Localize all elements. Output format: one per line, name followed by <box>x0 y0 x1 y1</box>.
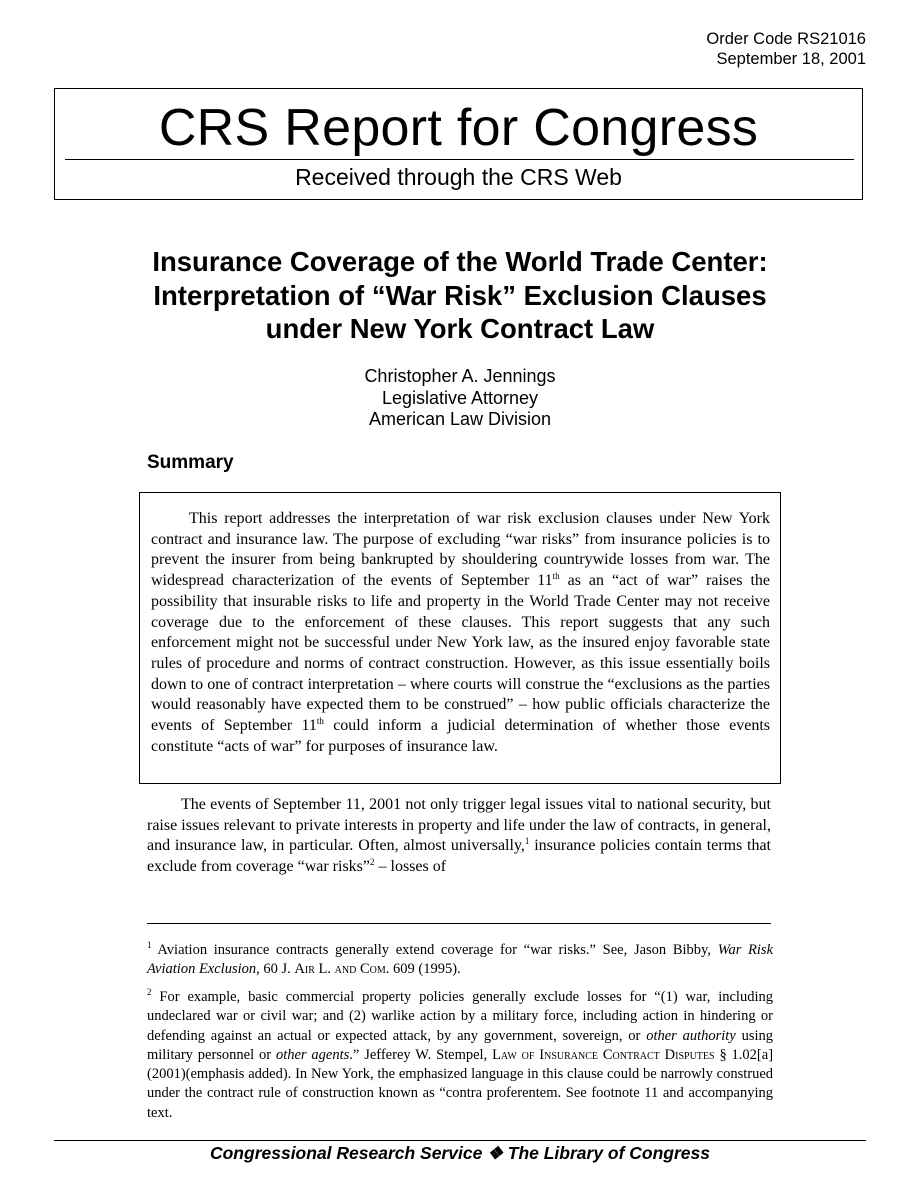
body-paragraph: The events of September 11, 2001 not only trigger legal issues vital to national security, but raise issues relevant to private interests in property and life under the law of contracts, in general, and insurance law, in particular. Often, almost universally,$^1$ insurance policies contain terms that exclude from coverage “war risks”$^2$ – losses of <box>147 796 772 876</box>
footnote-divider <box>147 923 771 924</box>
order-info <box>706 29 866 69</box>
footnote-2: $^2$ For example, basic commercial property policies generally exclude losses for “(1) war, including undeclared war or civil war; and (2) warlike action by a military force, including action in hindering or defending against an actual or expected attack, by any government, sovereign, or other authority using military personnel or other agents.” Jefferey W. Stempel, Law of Insurance Contract Disputes § 1.02[a] (2001)(emphasis added). In New York, the emphasized language in this clause could be narrowly construed under the contract rule of construction known as “contra proferentem. See footnote 11 and accompanying text. <box>147 987 774 1121</box>
footnote-ref-1: 1 <box>524 836 530 847</box>
footnote-ref-2: 2 <box>370 857 375 868</box>
author-block <box>260 366 660 431</box>
author-division: American Law Division <box>368 409 552 429</box>
report-banner <box>54 88 863 200</box>
report-title: Insurance Coverage of the World Trade Center: Interpretation of “War Risk” Exclusion Clauses under New York Contract Law <box>152 246 768 344</box>
page-footer: Congressional Research Service ❖ The Library of Congress <box>209 1143 711 1163</box>
summary-text: This report addresses the interpretation of war risk exclusion clauses under New York contract and insurance law. The purpose of excluding “war risks” from insurance policies is to prevent the insurer from being bankrupted by shouldering countrywide losses from war. The widespread characterization of the events of September 11th as an “act of war” raises the possibility that insurable risks to life and property in the World Trade Center may not receive coverage due to the enforcement of these clauses. This report suggests that any such enforcement might not be successful under New York law, as the insured enjoy favorable state rules of procedure and norms of contract construction. However, as this issue essentially boils down to one of contract interpretation – where courts will construe the “exclusions as the parties would reasonably have expected them to be construed” – how public officials characterize the events of September 11th could inform a judicial determination of whether those events constitute “acts of war” for purposes of insurance law. <box>151 510 771 755</box>
report-date: September 18, 2001 <box>716 50 866 68</box>
footer-divider <box>54 1140 866 1141</box>
footnote-1: $^1$ Aviation insurance contracts generally extend coverage for “war risks.” See, Jason Bibby, War Risk Aviation Exclusion, 60 J. Air L. and Com. 609 (1995). <box>147 940 774 978</box>
banner-title: CRS Report for Congress <box>158 99 759 157</box>
banner-divider <box>65 159 854 160</box>
banner-subtitle: Received through the CRS Web <box>295 164 622 190</box>
author-position: Legislative Attorney <box>381 387 539 408</box>
summary-box <box>139 492 781 784</box>
author-name: Christopher A. Jennings <box>364 366 556 386</box>
summary-heading: Summary <box>147 452 234 473</box>
order-code: Order Code RS21016 <box>706 30 866 48</box>
